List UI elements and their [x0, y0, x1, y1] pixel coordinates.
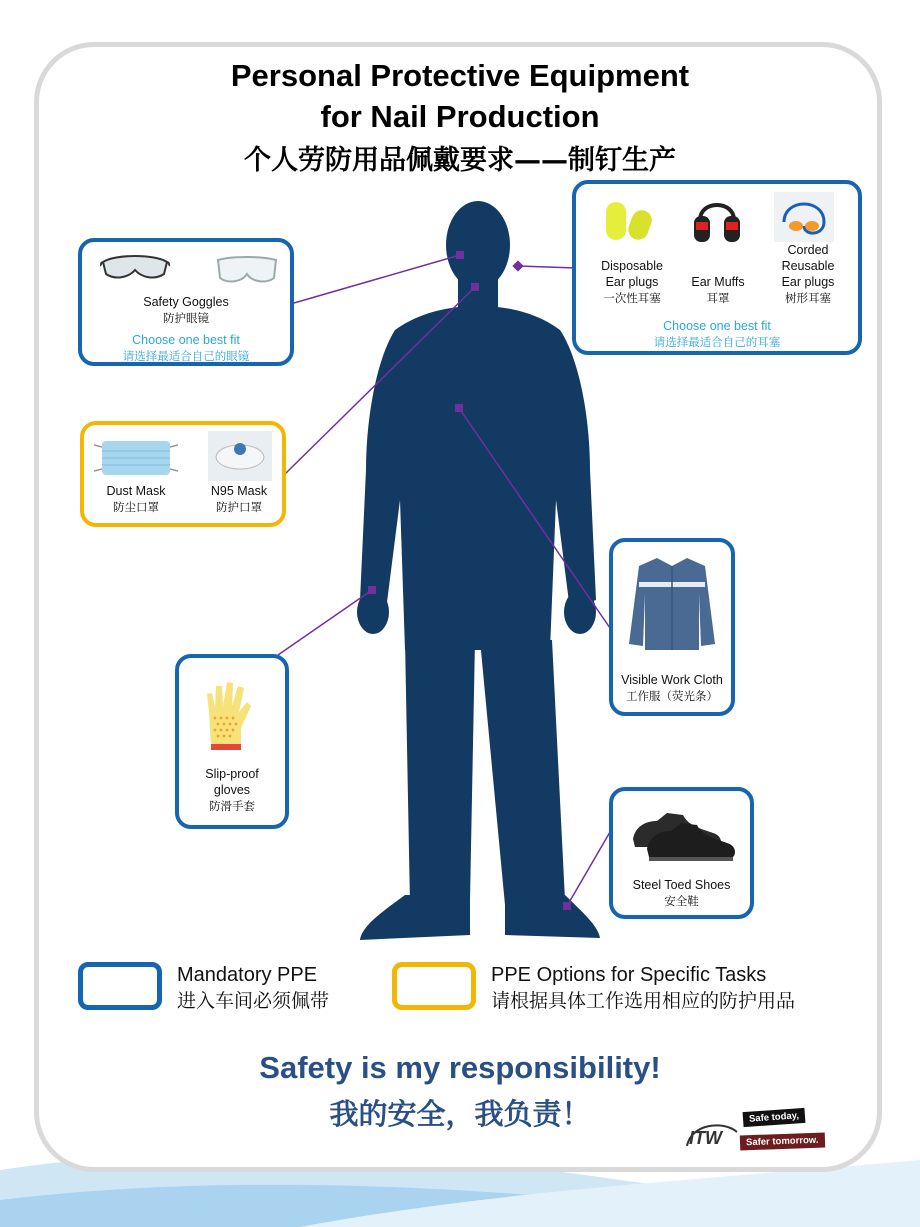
- corded-earplugs-line3: Ear plugs: [781, 275, 835, 289]
- gloves-label-line1: Slip-proof: [205, 767, 259, 781]
- goggles-label: Safety Goggles: [143, 295, 229, 309]
- itw-logo-text: ITW: [689, 1128, 722, 1148]
- gloves-box: [175, 654, 289, 829]
- poster-title-line2: for Nail Production: [320, 99, 600, 134]
- legend-mandatory-label: Mandatory PPE: [177, 964, 318, 986]
- legend-mandatory-swatch: [78, 962, 162, 1010]
- ear-muffs-label: Ear Muffs: [691, 275, 745, 289]
- n95-mask-label-cn: 防护口罩: [216, 500, 262, 514]
- disposable-earplugs-line2: Ear plugs: [605, 275, 659, 289]
- goggles-box: [78, 238, 294, 366]
- foam-earplugs-icon: [602, 194, 658, 244]
- goggles-note: Choose one best fit: [132, 333, 240, 347]
- corded-earplugs-icon: [774, 192, 834, 242]
- corded-earplugs-line1: Corded: [787, 243, 829, 257]
- logo-tag-safer-tomorrow: Safer tomorrow.: [740, 1133, 825, 1151]
- poster-title-cn: 个人劳防用品佩戴要求——制钉生产: [244, 145, 676, 176]
- ear-note-cn: 请选择最适合自己的耳塞: [653, 335, 781, 349]
- gloves-label-cn: 防滑手套: [209, 799, 255, 813]
- work-jacket-icon: [627, 554, 717, 654]
- dust-mask-label: Dust Mask: [106, 484, 166, 498]
- disposable-earplugs-cn: 一次性耳塞: [603, 291, 661, 305]
- dust-mask-label-cn: 防尘口罩: [113, 500, 159, 514]
- goggles-label-cn: 防护眼镜: [163, 311, 209, 325]
- n95-mask-icon: [208, 431, 272, 481]
- safety-goggles-icon: [100, 250, 170, 284]
- dust-mask-icon: [92, 435, 180, 481]
- work-cloth-label-cn: 工作服（荧光条）: [626, 689, 718, 703]
- corded-earplugs-cn: 树形耳塞: [785, 291, 831, 305]
- legend-optional-label-cn: 请根据具体工作选用相应的防护用品: [491, 990, 796, 1012]
- safety-shoes-icon: [627, 803, 739, 865]
- slogan-en: Safety is my responsibility!: [259, 1050, 661, 1085]
- disposable-earplugs-line1: Disposable: [601, 259, 663, 273]
- safety-shoes-box: [609, 787, 754, 919]
- over-spectacle-goggles-icon: [212, 252, 282, 286]
- goggles-note-cn: 请选择最适合自己的眼镜: [122, 349, 250, 363]
- ear-muffs-label-cn: 耳罩: [706, 291, 730, 305]
- corded-earplugs-line2: Reusable: [781, 259, 835, 273]
- safety-shoes-label: Steel Toed Shoes: [632, 878, 731, 892]
- slogan-cn: 我的安全，我负责！: [329, 1097, 591, 1131]
- masks-box: [80, 421, 286, 527]
- legend-mandatory-label-cn: 进入车间必须佩带: [177, 990, 330, 1012]
- ear-protection-box: [572, 180, 862, 355]
- gloves-label-line2: gloves: [213, 783, 251, 797]
- work-cloth-box: [609, 538, 735, 716]
- logo-tag-safe-today: Safe today,: [743, 1108, 806, 1127]
- dotted-gloves-icon: [201, 672, 263, 756]
- work-cloth-label: Visible Work Cloth: [621, 673, 723, 687]
- legend-optional-swatch: [392, 962, 476, 1010]
- legend-optional-label: PPE Options for Specific Tasks: [491, 964, 767, 986]
- ear-muffs-icon: [690, 194, 744, 248]
- safety-shoes-label-cn: 安全鞋: [664, 894, 699, 908]
- ear-note: Choose one best fit: [663, 319, 771, 333]
- poster-title-line1: Personal Protective Equipment: [230, 58, 690, 93]
- n95-mask-label: N95 Mask: [210, 484, 268, 498]
